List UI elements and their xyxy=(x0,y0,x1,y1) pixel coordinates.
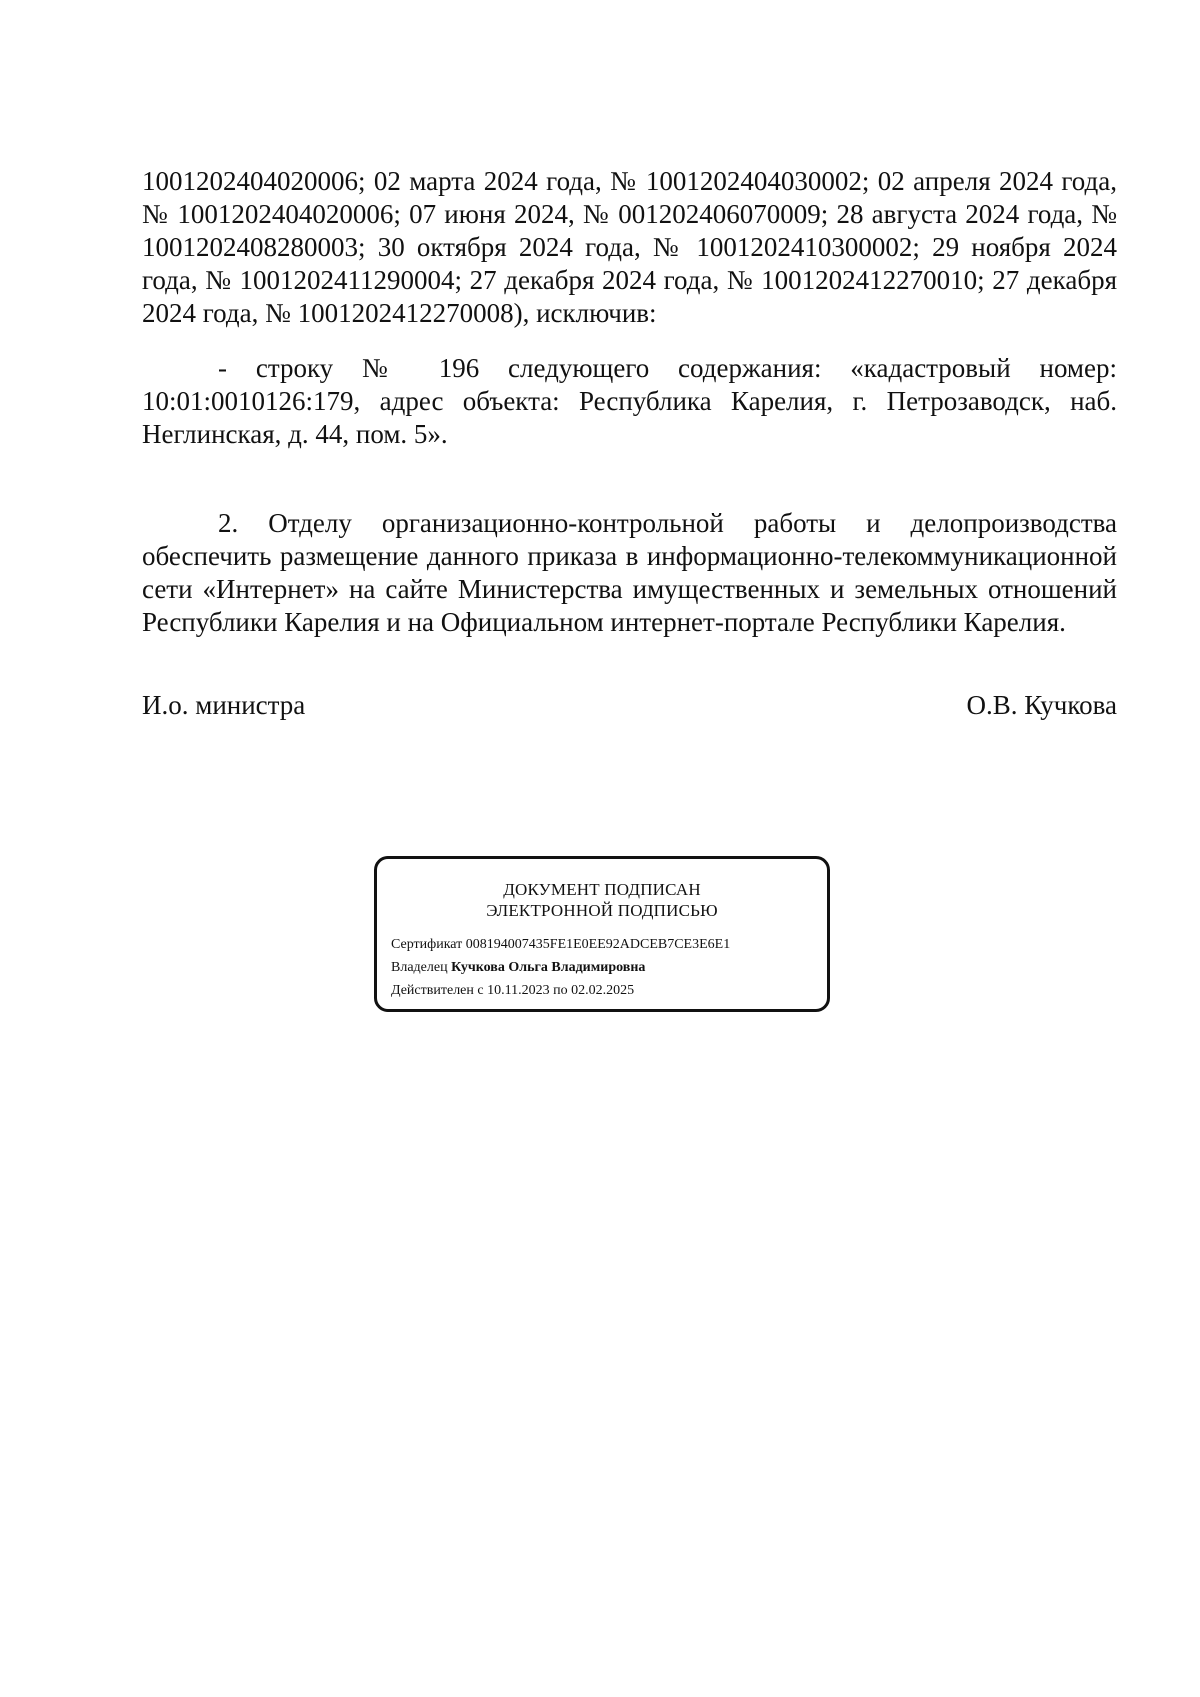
certificate-label: Сертификат xyxy=(391,937,463,952)
stamp-title-line-1: ДОКУМЕНТ ПОДПИСАН xyxy=(503,880,701,899)
valid-from: 10.11.2023 xyxy=(487,983,550,998)
signature-row xyxy=(142,689,1117,722)
owner-label: Владелец xyxy=(391,960,448,975)
stamp-title xyxy=(377,879,827,921)
signatory-name: О.В. Кучкова xyxy=(966,690,1117,720)
certificate-line xyxy=(391,933,827,956)
owner-value: Кучкова Ольга Владимировна xyxy=(451,960,646,975)
validity-line xyxy=(391,979,827,1002)
exclusion-item: - строку № 196 следующего содержания: «кадастровый номер: 10:01:0010126:179, адрес объекта: Республика Карелия, г. Петрозаводск, наб. Неглинская, д. 44, пом. 5». xyxy=(142,353,1117,449)
paragraph-continuation: 1001202404020006; 02 марта 2024 года, № 1001202404030002; 02 апреля 2024 года, № 1001202404020006; 07 июня 2024, № 001202406070009; 28 августа 2024 года, № 1001202408280003; 30 октября 2024 года, № 1001202410300002; 29 ноября 2024 года, № 1001202411290004; 27 декабря 2024 года, № 1001202412270010; 27 декабря 2024 года, № 1001202412270008), исключив: xyxy=(142,166,1117,328)
document-body xyxy=(142,165,1117,722)
validity-to-label: по xyxy=(553,983,568,998)
stamp-title-line-2: ЭЛЕКТРОННОЙ ПОДПИСЬЮ xyxy=(486,901,718,920)
point-2-paragraph: 2. Отделу организационно-контрольной работы и делопроизводства обеспечить размещение данного приказа в информационно-телекоммуникационной сети «Интернет» на сайте Министерства имущественных и земельных отношений Республики Карелия и на Официальном интернет-портале Республики Карелия. xyxy=(142,508,1117,637)
signatory-position: И.о. министра xyxy=(142,690,306,720)
stamp-details xyxy=(377,933,827,1002)
validity-label: Действителен с xyxy=(391,983,484,998)
electronic-signature-stamp xyxy=(374,856,830,1012)
valid-to: 02.02.2025 xyxy=(571,983,635,998)
certificate-value: 008194007435FE1E0EE92ADCEB7CE3E6E1 xyxy=(465,937,731,952)
owner-line xyxy=(391,956,827,979)
